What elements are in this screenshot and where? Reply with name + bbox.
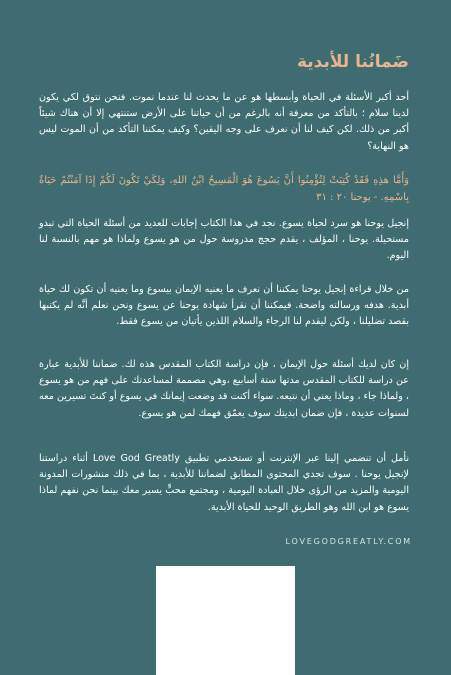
barcode-area (156, 566, 295, 675)
book-title: ضَمانُنا للأبدية (296, 52, 409, 72)
invitation-paragraph: نأمل أن تنضمي إلينا عبر الإنترنت أو تستخدمي تطبيق Love God Greatly أثناء دراستنا لإنجيل يوحنا . سوف تجدي المحتوى المطابق لضماننا للأبدية ، بما في ذلك منشورات المدونة اليومية والمزيد من الرؤى خلال العبادة اليومية ، ومجتمع محبٍّ يسير معك بينما نحن نفهم لماذا يسوع هو ابن الله وهو الطريق الوحيد للحياة الأبدية. (39, 453, 409, 513)
scripture-verse: وَأَمَّا هذِهِ فَقَدْ كُتِبَتْ لِتُؤْمِنُوا أَنَّ يَسُوعَ هُوَ الْمَسِيحُ ابْنُ اللهِ، وَلِكَيْ تَكُونَ لَكُمْ إِذَا آمَنْتُمْ حَيَاةٌ بِاسْمِهِ. - يوحنا ٢٠ : ٣١ (39, 175, 409, 203)
intro-paragraph: أحد أكبر الأسئلة في الحياة وأبسطها هو عن ما يحدث لنا عندما نموت. فنحن نتوق لكي يكون لدينا سلام ؛ بالتأكد من معرفة أنه بالرغم من أن حياتنا على الأرض ستنتهي إلا أن هناك شيئاً أكبر من ذلك. لكن كيف لنا أن نعرف على وجه اليقين؟ وكيف يمكننا التأكد من أن الموت ليس هو النهاية؟ (39, 92, 409, 152)
gospel-john-paragraph: إنجيل يوحنا هو سرد لحياة يسوع. نجد في هذا الكتاب إجابات للعديد من أسئلة الحياة التي تبدو مستحيلة. يوحنا ، المؤلف ، يقدم حجج مدروسة حول من هو يسوع ولماذا هو مهم بالنسبة لنا اليوم. (39, 218, 409, 262)
study-paragraph: إن كان لديك أسئلة حول الإيمان ، فإن دراسة الكتاب المقدس هذه لك. ضماننا للأبدية عبارة عن دراسة للكتاب المقدس مدتها ستة أسابيع ،وهي مصممة لمساعدتك على فهم من هو يسوع ، ولماذا جاء ، وماذا يعني أن نتبعه. سواء أكنت قد وضعت إيمانك في يسوع أو كنتَ تسيرين معه لسنوات عديدة ، فإن ضمان ابديتك سوف يعمّق فهمك لمن هو يسوع. (39, 359, 409, 419)
website-url[interactable]: LOVEGODGREATLY.COM (285, 537, 412, 546)
faith-paragraph: من خلال قراءة إنجيل يوحنا يمكننا أن نعرف ما يعنيه الإيمان بيسوع وما يعنيه أن تكون لك حياة أبدية. هدفه ورسالته واضحة. فيمكننا أن نقرأ شهادة يوحنا عن يسوع ونحن نعلم أنَّه لم يكتبها بقصد تضليلنا ، ولكن ليقدم لنا الرجاء والسلام اللذين يأتيان من يسوع فقط. (39, 284, 409, 328)
